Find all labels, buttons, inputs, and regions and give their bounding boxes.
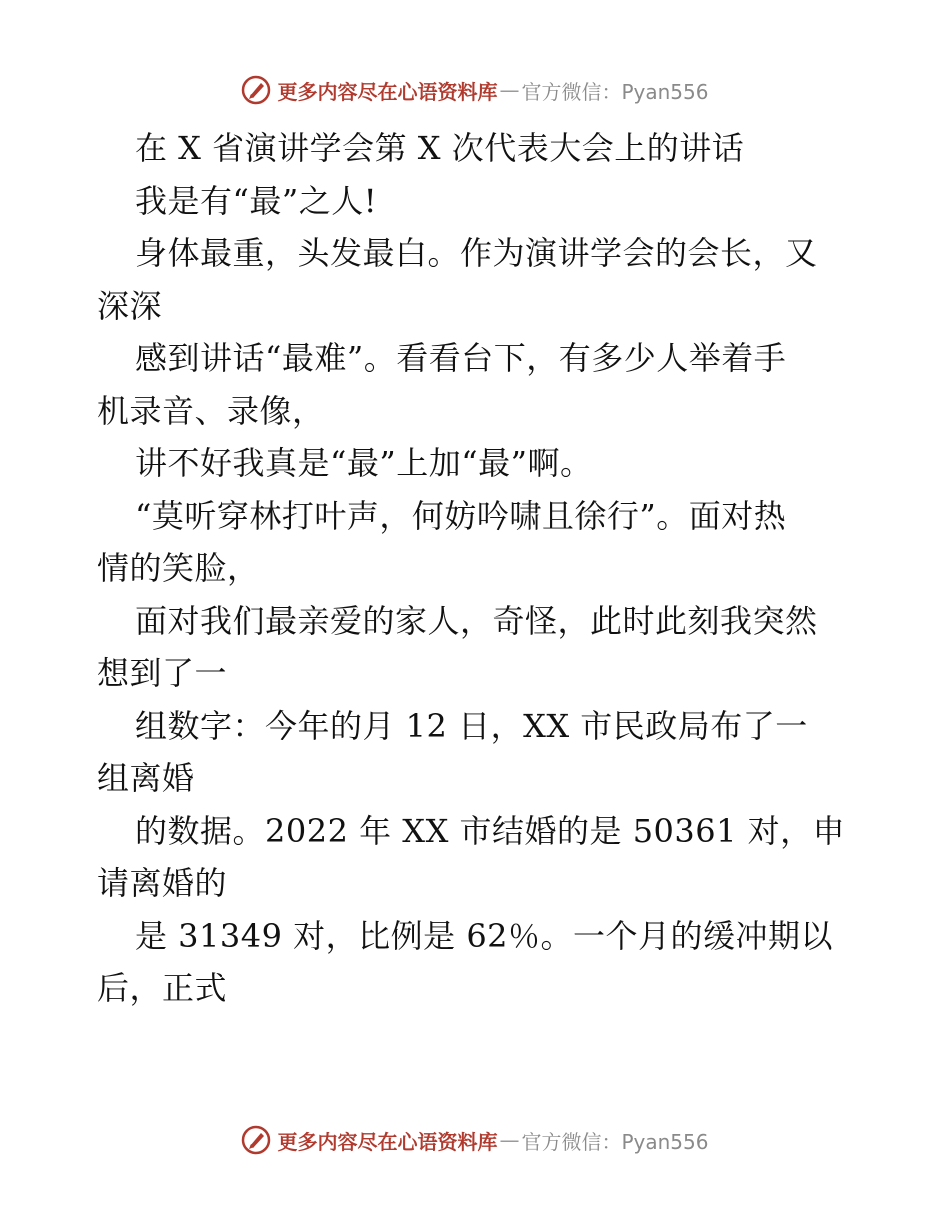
doc-line: 身体最重，头发最白。作为演讲学会的会长，又 bbox=[135, 234, 818, 272]
footer-banner bbox=[0, 1120, 950, 1160]
doc-line: 的数据。2022 年 XX 市结婚的是 50361 对，申 bbox=[135, 811, 846, 850]
doc-line: “莫听穿林打叶声，何妨吟啸且徐行”。面对热 bbox=[135, 496, 787, 535]
doc-line: 深深 bbox=[97, 286, 163, 325]
doc-line: 请离婚的 bbox=[97, 864, 228, 902]
doc-line: 组离婚 bbox=[97, 759, 195, 797]
header-banner bbox=[0, 70, 950, 110]
doc-line: 感到讲话“最难”。看看台下，有多少人举着手 bbox=[135, 339, 787, 377]
doc-line: 讲不好我真是“最”上加“最”啊。 bbox=[135, 444, 593, 482]
logo-icon bbox=[241, 1125, 271, 1155]
header-contact-text: 官方微信：Pyan556 bbox=[521, 79, 709, 104]
doc-line: 是 31349 对，比例是 62％。一个月的缓冲期以 bbox=[135, 916, 834, 955]
doc-line: 想到了一 bbox=[97, 654, 228, 692]
footer-contact-text: 官方微信：Pyan556 bbox=[521, 1129, 709, 1154]
doc-line: 后，正式 bbox=[97, 969, 228, 1007]
footer-separator: — bbox=[499, 1128, 520, 1152]
doc-line: 组数字：今年的月 12 日，XX 市民政局布了一 bbox=[135, 706, 808, 745]
doc-line: 在 X 省演讲学会第 X 次代表大会上的讲话 bbox=[135, 129, 745, 167]
doc-line: 我是有“最”之人! bbox=[135, 181, 378, 220]
doc-line: 机录音、录像， bbox=[97, 391, 325, 430]
header-brand-text: 更多内容尽在心语资料库 bbox=[277, 79, 498, 104]
document-body bbox=[97, 122, 857, 1015]
header-separator: — bbox=[499, 78, 520, 102]
logo-icon bbox=[241, 75, 271, 105]
doc-line: 面对我们最亲爱的家人，奇怪，此时此刻我突然 bbox=[135, 601, 818, 640]
footer-brand-text: 更多内容尽在心语资料库 bbox=[277, 1129, 498, 1154]
doc-line: 情的笑脸， bbox=[97, 549, 260, 587]
